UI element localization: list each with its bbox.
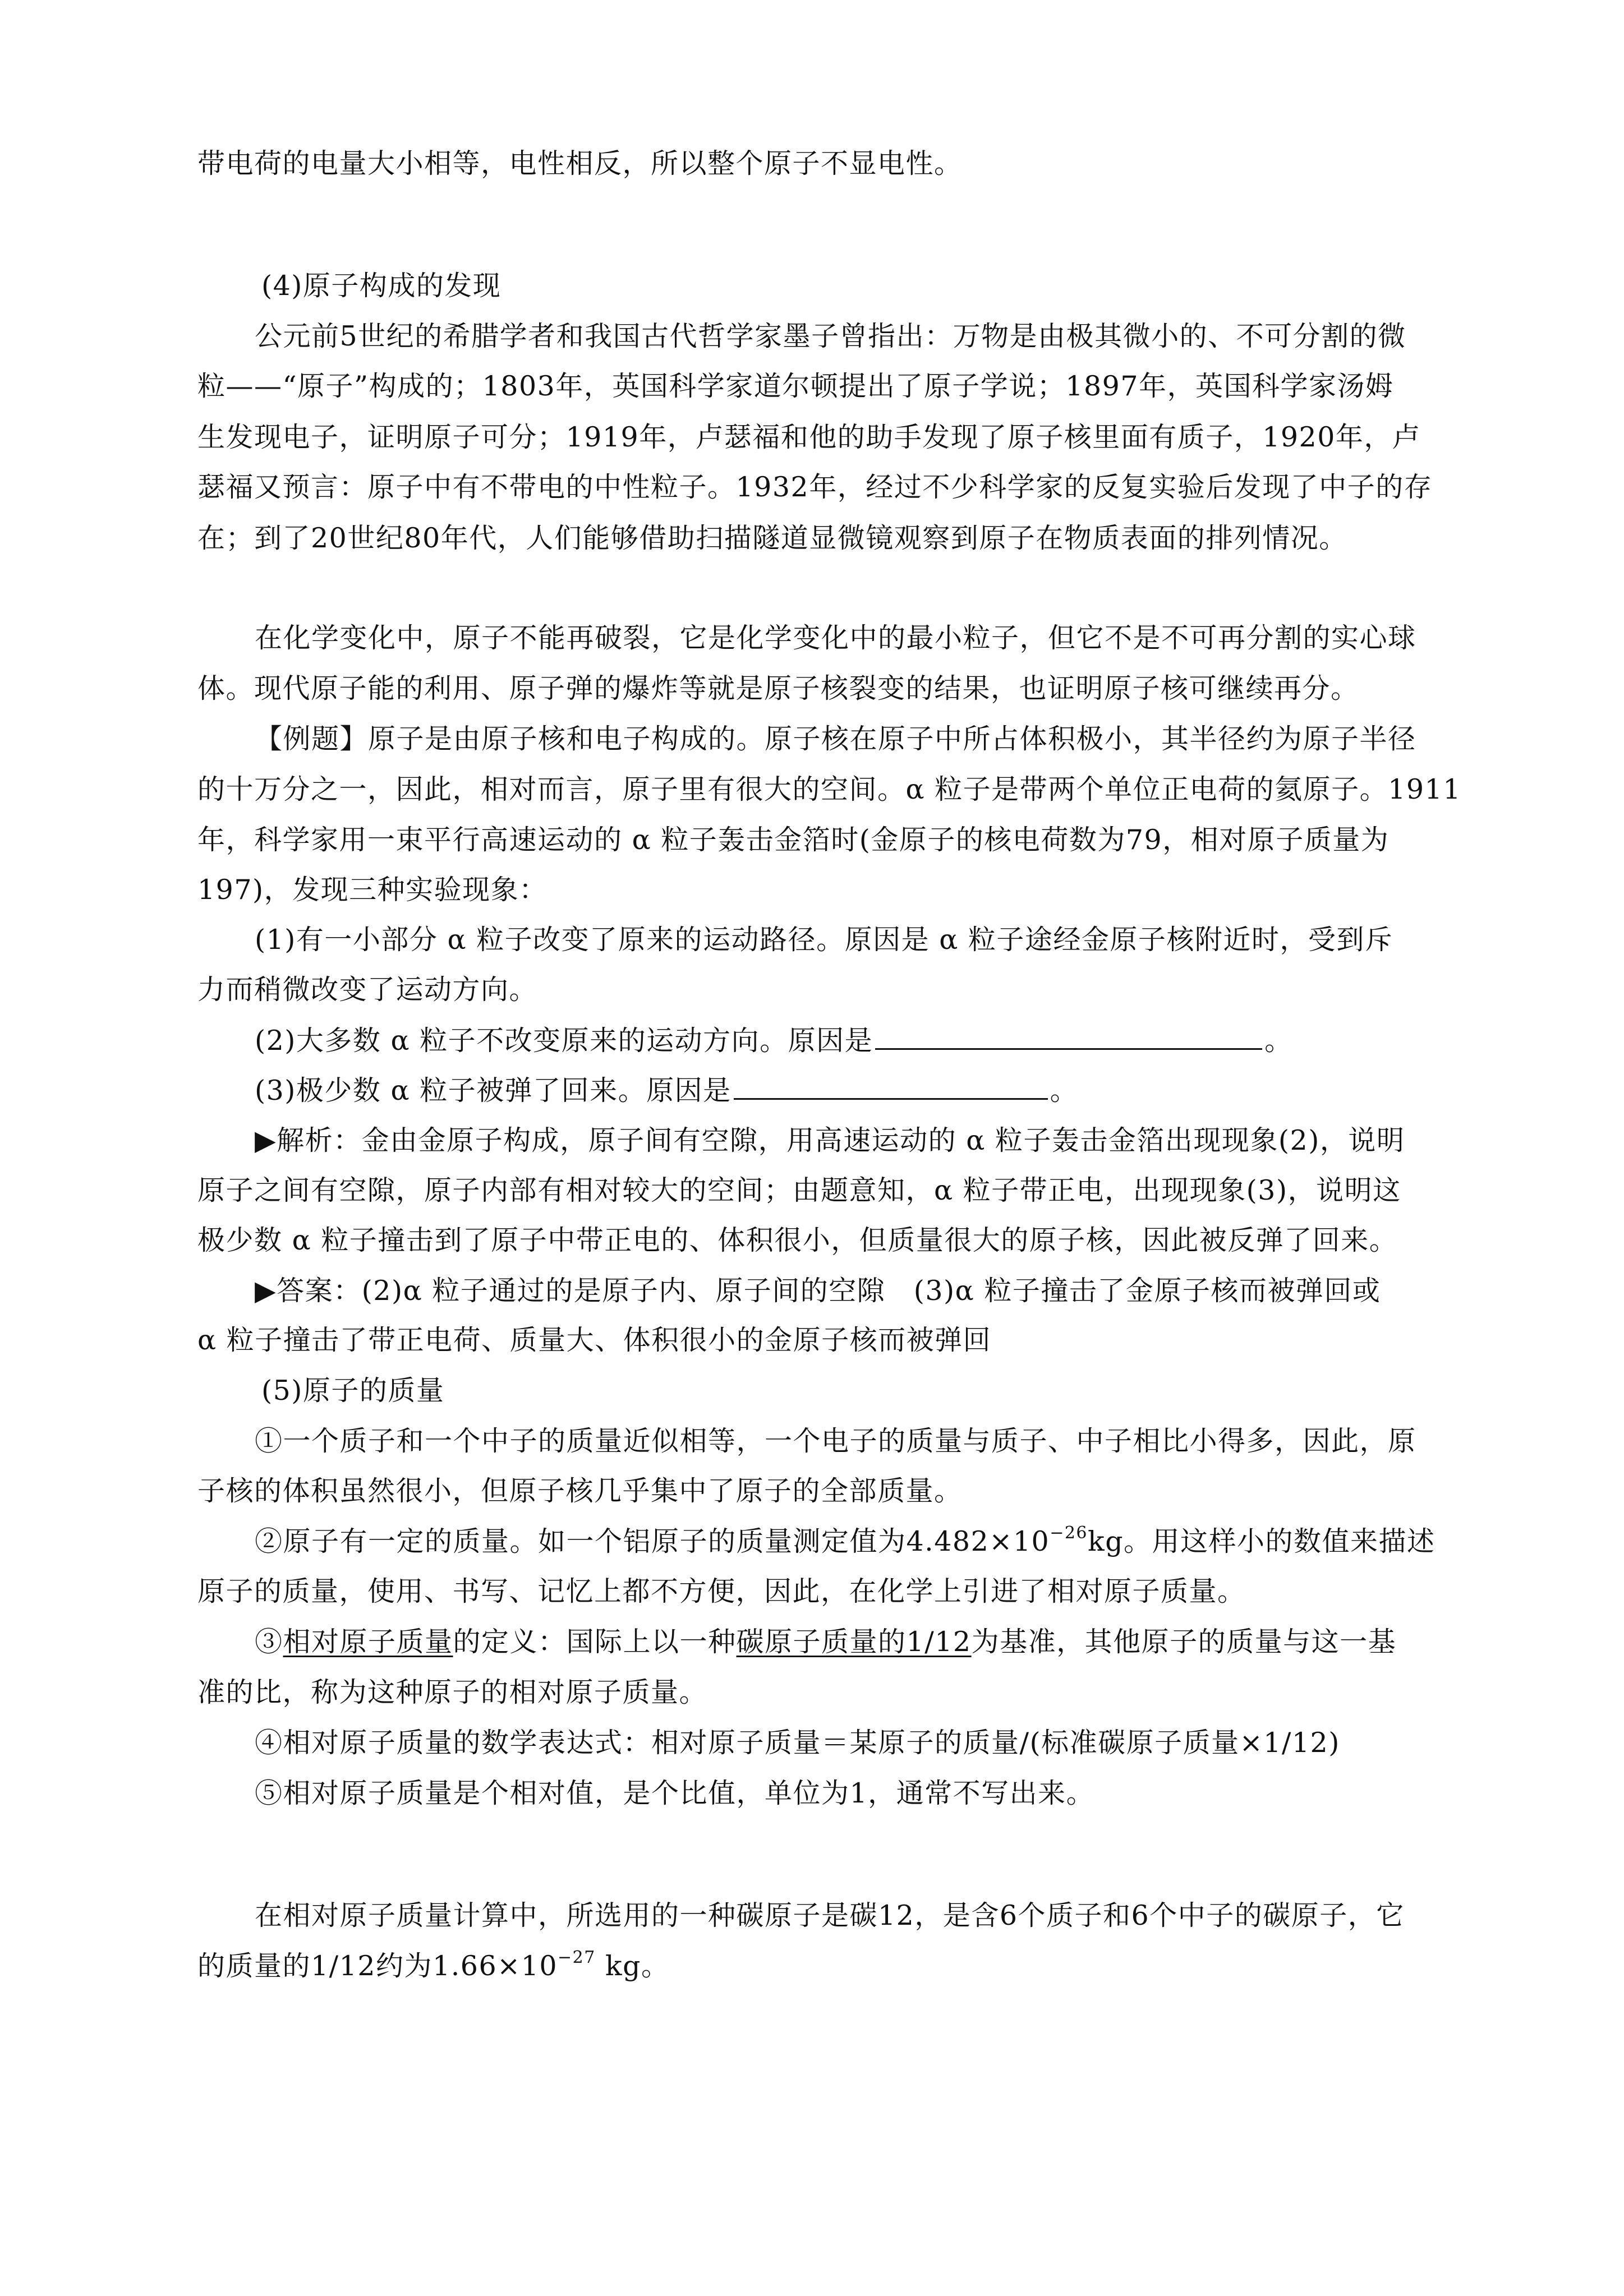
text-line: ①一个质子和一个中子的质量近似相等，一个电子的质量与质子、中子相比小得多，因此，原 [255,1425,1416,1457]
question-line-3 [255,1073,1078,1108]
text-line: 子核的体积虽然很小，但原子核几乎集中了原子的全部质量。 [197,1475,963,1507]
superscript: −27 [558,1948,596,1967]
underlined-term: 碳原子质量的1/12 [736,1626,972,1658]
punctuation: 。 [1050,1075,1079,1106]
text-span: 为基准，其他原子的质量与这一基 [971,1626,1397,1658]
example-line: (1)有一小部分 α 粒子改变了原来的运动路径。原因是 α 粒子途经金原子核附近时，受到斥 [255,924,1393,956]
section-heading-5: (5)原子的质量 [261,1375,445,1407]
text-line: 体。现代原子能的利用、原子弹的爆炸等就是原子核裂变的结果，也证明原子核可继续再分。 [197,672,1359,704]
answer-blank[interactable] [875,1023,1262,1050]
text-line: 在化学变化中，原子不能再破裂，它是化学变化中的最小粒子，但它不是不可再分割的实心球 [255,622,1416,654]
example-line: 年，科学家用一束平行高速运动的 α 粒子轰击金箔时(金原子的核电荷数为79，相对原子质量为 [197,824,1390,856]
example-line: 力而稍微改变了运动方向。 [197,974,538,1006]
text-line: 生发现电子，证明原子可分；1919年，卢瑟福和他的助手发现了原子核里面有质子，1920年，卢 [197,421,1421,453]
text-span: 的质量的1/12约为1.66×10 [197,1950,558,1982]
text-line: 准的比，称为这种原子的相对原子质量。 [197,1676,708,1708]
text-line: 粒——“原子”构成的；1803年，英国科学家道尔顿提出了原子学说；1897年，英国科学家汤姆 [197,370,1394,402]
text-line [197,1949,670,1983]
text-span: ③ [255,1626,283,1658]
text-span: kg。 [595,1950,670,1982]
example-line: 197)，发现三种实验现象： [197,874,548,906]
text-line [255,1525,1436,1559]
answer-line: α 粒子撞击了带正电荷、质量大、体积很小的金原子核而被弹回 [197,1324,992,1356]
text-line: ④相对原子质量的数学表达式：相对原子质量＝某原子的质量/(标准碳原子质量×1/12) [255,1727,1340,1759]
underlined-term: 相对原子质量 [283,1626,453,1658]
analysis-line: 极少数 α 粒子撞击到了原子中带正电的、体积很小，但质量很大的原子核，因此被反弹了回来。 [197,1224,1398,1256]
text-line: ⑤相对原子质量是个相对值，是个比值，单位为1，通常不写出来。 [255,1777,1095,1809]
question-text: (3)极少数 α 粒子被弹了回来。原因是 [255,1075,732,1106]
question-text: (2)大多数 α 粒子不改变原来的运动方向。原因是 [255,1025,873,1057]
superscript: −26 [1050,1523,1088,1543]
text-line: 带电荷的电量大小相等，电性相反，所以整个原子不显电性。 [197,147,963,179]
text-span: ②原子有一定的质量。如一个铝原子的质量测定值为4.482×10 [255,1525,1050,1557]
text-line: 公元前5世纪的希腊学者和我国古代哲学家墨子曾指出：万物是由极其微小的、不可分割的微 [255,320,1406,352]
question-line-2 [255,1023,1293,1058]
text-line: 原子的质量，使用、书写、记忆上都不方便，因此，在化学上引进了相对原子质量。 [197,1575,1246,1607]
text-span: 的定义：国际上以一种 [453,1626,737,1658]
answer-line: ▶答案：(2)α 粒子通过的是原子内、原子间的空隙 (3)α 粒子撞击了金原子核而被弹回或 [255,1275,1381,1307]
text-line: 瑟福又预言：原子中有不带电的中性粒子。1932年，经过不少科学家的反复实验后发现了中子的存 [197,471,1433,503]
analysis-line: 原子之间有空隙，原子内部有相对较大的空间；由题意知，α 粒子带正电，出现现象(3)，说明这 [197,1174,1401,1206]
section-heading-4: (4)原子构成的发现 [261,270,502,302]
definition-line [255,1625,1396,1659]
answer-blank[interactable] [734,1073,1048,1100]
text-line: 在；到了20世纪80年代，人们能够借助扫描隧道显微镜观察到原子在物质表面的排列情况。 [197,522,1347,554]
example-line: 的十万分之一，因此，相对而言，原子里有很大的空间。α 粒子是带两个单位正电荷的氦原子。1911 [197,773,1461,805]
example-line: 【例题】原子是由原子核和电子构成的。原子核在原子中所占体积极小，其半径约为原子半径 [255,723,1416,755]
text-span: kg。用这样小的数值来描述 [1088,1525,1436,1557]
analysis-line: ▶解析：金由金原子构成，原子间有空隙，用高速运动的 α 粒子轰击金箔出现现象(2)，说明 [255,1124,1405,1156]
punctuation: 。 [1264,1025,1293,1057]
text-line: 在相对原子质量计算中，所选用的一种碳原子是碳12，是含6个质子和6个中子的碳原子，它 [255,1899,1405,1931]
